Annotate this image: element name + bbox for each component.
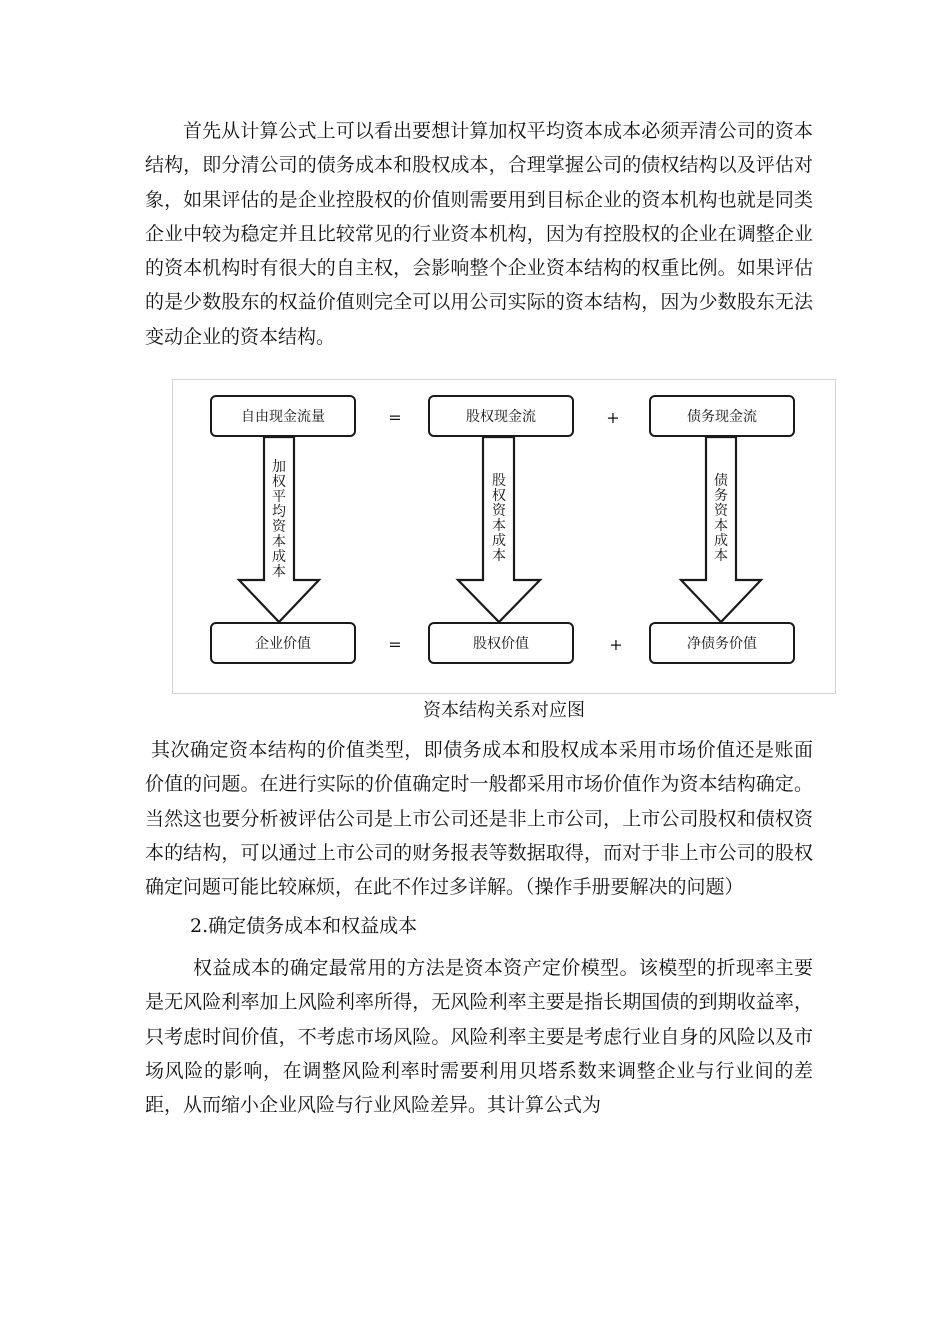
operator-equals-bottom: = [388,635,402,654]
paragraph-equity-cost: 权益成本的确定最常用的方法是资本资产定价模型。该模型的折现率主要是无风险利率加上风险利率所得，无风险利率主要是指长期国债的到期收益率，只考虑时间价值，不考虑市场风险。风险利率主要是考虑行业自身的风险以及市场风险的影响，在调整风险利率时需要利用贝塔系数来调整企业与行业间的差距，从而缩小企业风险与行业风险差异。其计算公式为 [145,957,813,1117]
box-debt-cash-flow: 债务现金流 [649,395,795,437]
box-enterprise-value: 企业价值 [210,622,356,664]
operator-plus-top: + [606,408,620,427]
operator-equals-top: = [388,408,402,427]
operator-plus-bottom: + [609,635,623,654]
diagram-caption: 资本结构关系对应图 [423,700,585,721]
label-debt-cost: 债务资本成本 [714,473,728,564]
box-free-cash-flow: 自由现金流量 [210,395,356,437]
paragraph-value-type: 其次确定资本结构的价值类型，即债务成本和股权成本采用市场价值还是账面价值的问题。在进行实际的价值确定时一般都采用市场价值作为资本结构确定。当然这也要分析被评估公司是上市公司还是非上市公司，上市公司股权和债权资本的结构，可以通过上市公司的财务报表等数据取得，而对于非上市公司的股权确定问题可能比较麻烦，在此不作过多详解。（操作手册要解决的问题） [145,739,813,899]
paragraph-capital-structure: 首先从计算公式上可以看出要想计算加权平均资本成本必须弄清公司的资本结构，即分清公司的债务成本和股权成本，合理掌握公司的债权结构以及评估对象，如果评估的是企业控股权的价值则需要用到目标企业的资本机构也就是同类企业中较为稳定并且比较常见的行业资本机构，因为有控股权的企业在调整企业的资本机构时有很大的自主权，会影响整个企业资本结构的权重比例。如果评估的是少数股东的权益价值则完全可以用公司实际的资本结构，因为少数股东无法变动企业的资本结构。 [145,120,813,348]
capital-structure-diagram [172,379,836,694]
box-equity-cash-flow: 股权现金流 [428,395,574,437]
box-net-debt-value: 净债务价值 [649,622,795,664]
label-equity-cost: 股权资本成本 [492,473,506,564]
label-wacc: 加权平均资本成本 [272,459,286,580]
section-heading: 2.确定债务成本和权益成本 [190,915,418,937]
box-equity-value: 股权价值 [428,622,574,664]
